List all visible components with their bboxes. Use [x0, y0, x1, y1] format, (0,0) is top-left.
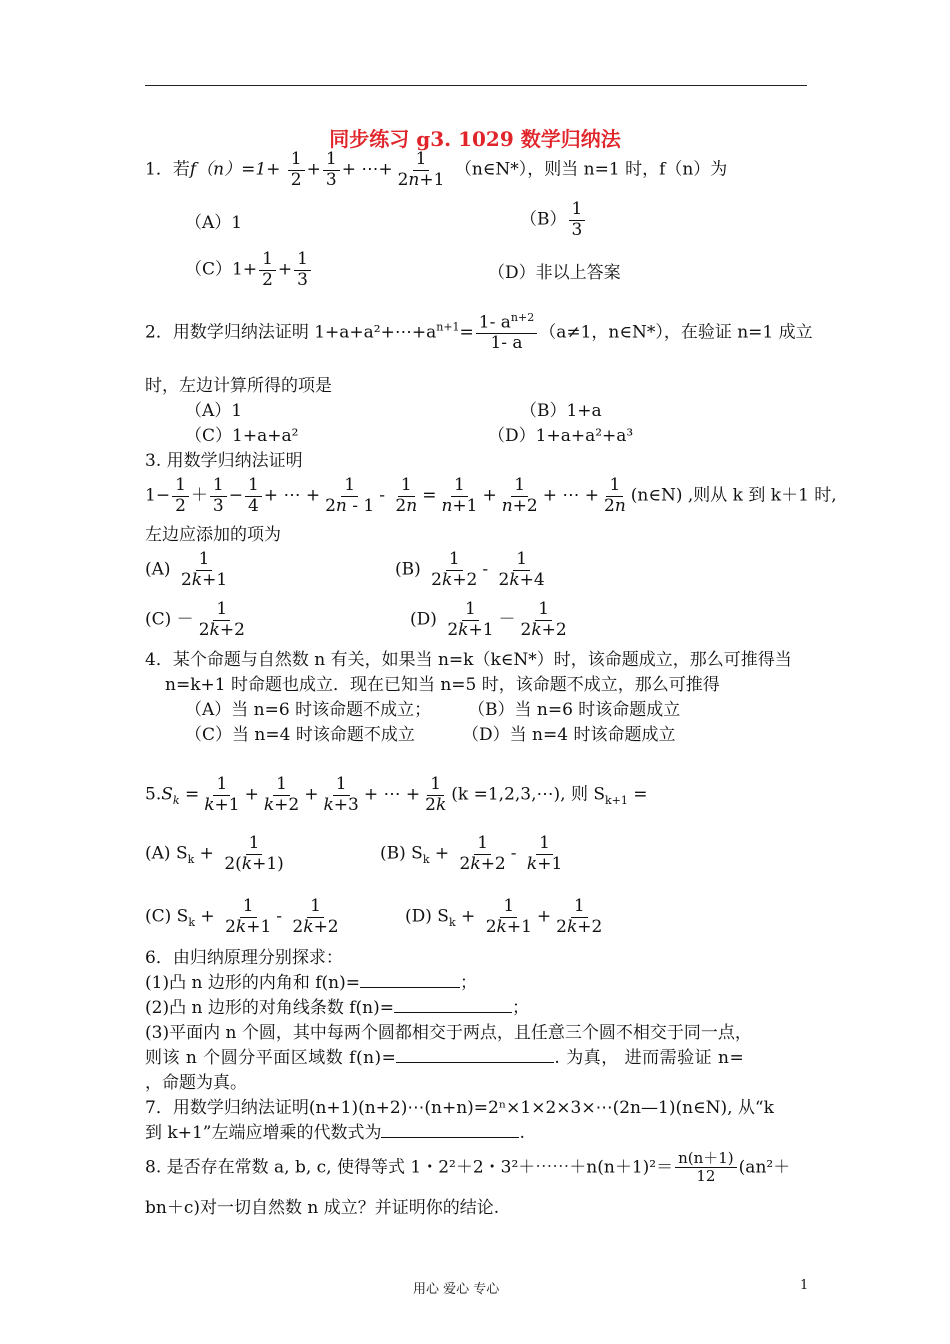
- q4-option-a: （A）当 n=6 时该命题不成立；: [185, 700, 432, 720]
- q2-option-b: （B）1+a: [520, 401, 602, 421]
- question-3-stem: 3. 用数学归纳法证明: [145, 451, 303, 471]
- q6-part-2: (2)凸 n 边形的对角线条数 f(n)= ；: [145, 998, 529, 1018]
- q1-option-d: （D）非以上答案: [488, 263, 621, 283]
- q6-part-3-continued: 则该 n 个圆分平面区域数 f(n)= . 为真， 进而需验证 n=: [145, 1048, 745, 1068]
- answer-blank[interactable]: [394, 998, 512, 1013]
- header-rule: [145, 85, 807, 86]
- q5-option-a: (A) $S_k$ + $\frac{1}{2(k+1)}$: [145, 833, 284, 874]
- question-4-line-1: 4．某个命题与自然数 n 有关，如果当 n=k（k∈N*）时，该命题成立，那么可推得当: [145, 650, 792, 670]
- question-1-stem: 1．若f（n）=1+ $\frac{1}{2}$ + $\frac{1}{3}$ + ⋯+ $\frac{1}{2n+1}$ （n∈N*），则当 n=1 时，f（n）为: [145, 149, 728, 190]
- footer-slogan: 用心 爱心 专心: [413, 1282, 500, 1297]
- q1-option-b: （B） $\frac{1}{3}$: [520, 200, 587, 240]
- q2-continued: 时，左边计算所得的项是: [145, 376, 332, 396]
- q1-option-c: （C）1+ $\frac{1}{2}$ + $\frac{1}{3}$: [185, 250, 313, 290]
- page-number: 1: [800, 1278, 809, 1293]
- q3-option-c: (C) － $\frac{1}{2k+2}$: [145, 599, 245, 640]
- question-7-line-1: 7．用数学归纳法证明(n+1)(n+2)⋯(n+n)=2ⁿ×1×2×3×⋯(2n—1)(n∈N), 从“k: [145, 1098, 774, 1118]
- q3-option-b: (B) $\frac{1}{2k+2}$ - $\frac{1}{2k+4}$: [395, 549, 545, 590]
- question-5-stem: $5.S_k$ = $\frac{1}{k+1}$ + $\frac{1}{k+2}$ + $\frac{1}{k+3}$ + ⋯ + $\frac{1}{2k}$ (k =1,2,3,⋯), 则 $S_{k+1}$ =: [145, 774, 648, 815]
- q6-part-3: (3)平面内 n 个圆，其中每两个圆都相交于两点，且任意三个圆不相交于同一点，: [145, 1023, 752, 1043]
- q4-option-d: （D）当 n=4 时该命题成立: [462, 725, 676, 745]
- q3-option-d: (D) $\frac{1}{2k+1}$ － $\frac{1}{2k+2}$: [410, 599, 567, 640]
- q5-option-b: (B) $S_k$ + $\frac{1}{2k+2}$ - $\frac{1}{k+1}$: [380, 833, 563, 874]
- question-4-line-2: n=k+1 时命题也成立．现在已知当 n=5 时，该命题不成立，那么可推得: [165, 675, 720, 695]
- q4-option-c: （C）当 n=4 时该命题不成立: [185, 725, 415, 745]
- q1-option-a: （A）1: [185, 213, 243, 233]
- q3-equation: 1− $\frac{1}{2}$ ＋ $\frac{1}{3}$ − $\frac{1}{4}$ + ⋯ + $\frac{1}{2n - 1}$ - $\frac{1}{2n}$ = $\frac{1}{n+1}$ + $\frac{1}{n+2}$ + ⋯ + $\frac{1}{2n}$ (n∈N) ,则从 k 到 k＋1 时,: [145, 475, 837, 516]
- question-7-line-2: 到 k+1”左端应增乘的代数式为 .: [145, 1123, 525, 1143]
- question-6-intro: 6．由归纳原理分别探求：: [145, 948, 343, 968]
- answer-blank[interactable]: [360, 973, 460, 988]
- q3-option-a: (A) $\frac{1}{2k+1}$: [145, 549, 228, 590]
- question-2-stem: 2．用数学归纳法证明 $1+a+a^2+\cdots+a^{n+1}=$ $\frac{1- a^{n+2}}{1- a}$ （a≠1，n∈N*），在验证 n=1 成立: [145, 311, 813, 354]
- q5-option-d: (D) $S_k$ + $\frac{1}{2k+1}$ + $\frac{1}{2k+2}$: [405, 896, 603, 937]
- q2-option-d: （D）1+a+a²+a³: [488, 426, 634, 446]
- q2-option-c: （C）1+a+a²: [185, 426, 299, 446]
- page-title: 同步练习 g3. 1029 数学归纳法: [329, 127, 621, 151]
- q3-continued: 左边应添加的项为: [145, 525, 281, 545]
- answer-blank[interactable]: [396, 1048, 554, 1063]
- question-8-line-1: 8. 是否存在常数 a, b, c, 使得等式 1・2²＋2・3²＋⋯⋯＋n(n＋1)²＝ $\frac{n(n+1)}{12}$ (an²＋: [145, 1149, 791, 1186]
- q4-option-b: （B）当 n=6 时该命题成立: [468, 700, 681, 720]
- q2-option-a: （A）1: [185, 401, 243, 421]
- question-8-line-2: bn＋c)对一切自然数 n 成立？并证明你的结论.: [145, 1198, 500, 1218]
- q6-part-3-end: ，命题为真。: [145, 1073, 247, 1093]
- q5-option-c: (C) $S_k$ + $\frac{1}{2k+1}$ - $\frac{1}{2k+2}$: [145, 896, 339, 937]
- q6-part-1: (1)凸 n 边形的内角和 f(n)= ；: [145, 973, 477, 993]
- answer-blank[interactable]: [381, 1123, 519, 1138]
